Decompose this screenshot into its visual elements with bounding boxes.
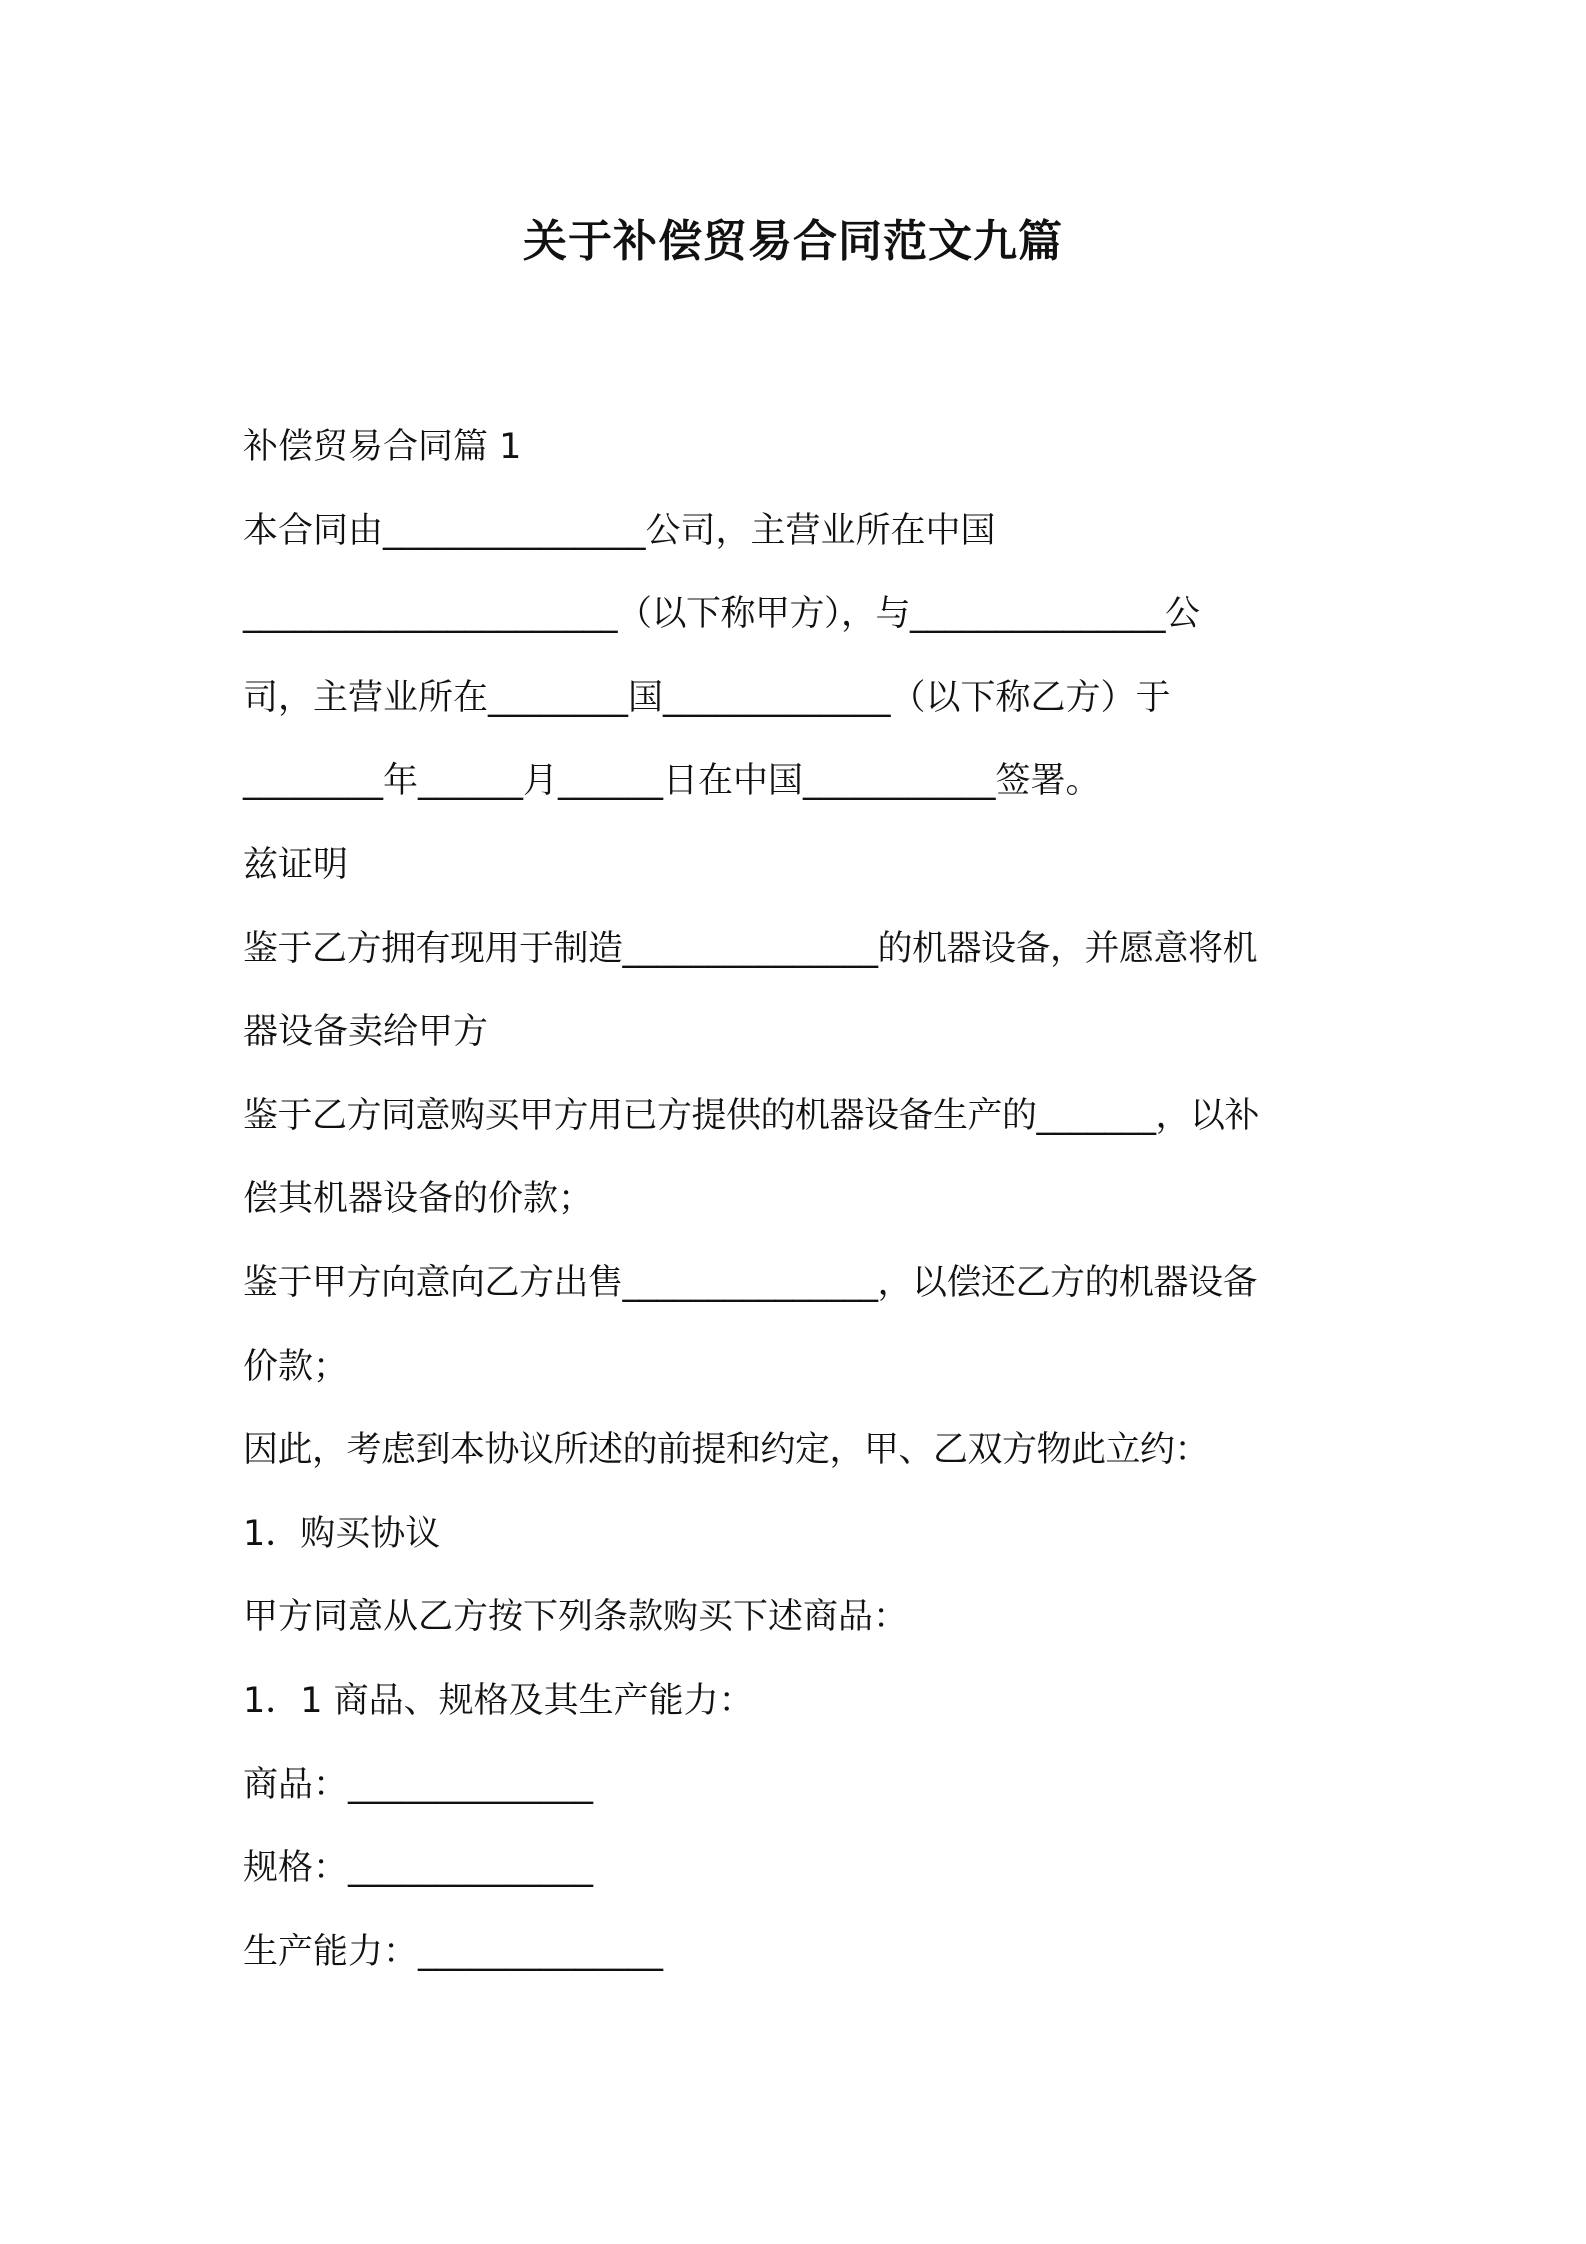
document-body (243, 406, 1363, 1994)
clause-subheading: 1．1 商品、规格及其生产能力： (243, 1680, 754, 1721)
paragraph-line: 司，主营业所在________国_____________（以下称乙方）于 (243, 677, 1171, 718)
paragraph-line: 鉴于甲方向意向乙方出售_______________，以偿还乙方的机器设备 (243, 1262, 1258, 1303)
document-title: 关于补偿贸易合同范文九篇 (523, 216, 1063, 267)
paragraph-line: 鉴于乙方同意购买甲方用已方提供的机器设备生产的_______，以补 (243, 1095, 1260, 1136)
paragraph-line: ________年______月______日在中国___________签署。 (243, 761, 1101, 802)
paragraph-line: 价款； (243, 1346, 349, 1387)
paragraph-line: 本合同由_______________公司，主营业所在中国 (243, 510, 996, 551)
clause-heading: 1．购买协议 (243, 1513, 441, 1554)
paragraph-line: 偿其机器设备的价款； (243, 1179, 594, 1220)
paragraph-line: 鉴于乙方拥有现用于制造_______________的机器设备，并愿意将机 (243, 928, 1258, 969)
section-heading: 补偿贸易合同篇 1 (243, 427, 522, 467)
field-line-capacity: 生产能力：______________ (243, 1931, 664, 1972)
field-line-spec: 规格：______________ (243, 1848, 594, 1889)
paragraph-line: 甲方同意从乙方按下列条款购买下述商品： (243, 1597, 909, 1638)
paragraph-line: 器设备卖给甲方 (243, 1012, 489, 1053)
paragraph-line: 因此，考虑到本协议所述的前提和约定，甲、乙双方物此立约： (243, 1430, 1210, 1471)
paragraph-line: 兹证明 (243, 844, 349, 885)
field-line-goods: 商品：______________ (243, 1764, 594, 1805)
paragraph-line: ______________________（以下称甲方），与_______________公 (243, 594, 1200, 635)
